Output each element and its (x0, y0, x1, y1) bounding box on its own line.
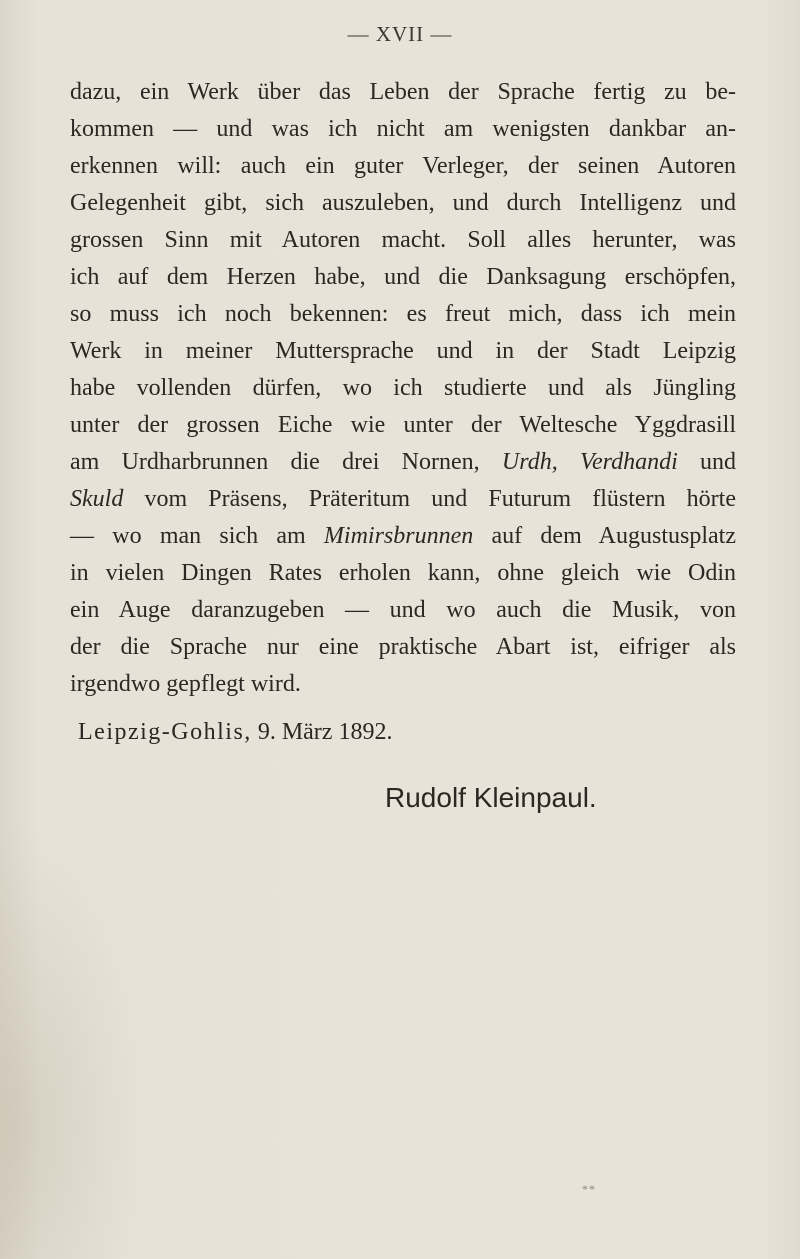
text-line: ein Auge daranzugeben — und wo auch die Musik, von (70, 597, 736, 623)
text-line: habe vollenden dürfen, wo ich studierte und als Jüngling (70, 375, 736, 401)
body-text (70, 74, 736, 751)
text-line: grossen Sinn mit Autoren macht. Soll alles herunter, was (70, 227, 736, 253)
text-line: kommen — und was ich nicht am wenigsten dankbar an- (70, 116, 736, 142)
text-segment: und (700, 449, 737, 475)
text-line: dazu, ein Werk über das Leben der Sprache fertig zu be- (70, 79, 736, 105)
text-line: ich auf dem Herzen habe, und die Danksagung erschöpfen, (70, 264, 736, 290)
text-line-skuld (70, 481, 736, 518)
place: Leipzig-Gohlis, (78, 719, 252, 745)
text-line: der die Sprache nur eine praktische Abart ist, eifriger als (70, 634, 736, 660)
signature-mark: ** (582, 1182, 596, 1196)
paper-stain (0, 820, 150, 1259)
italic-term-verdhandi: Verdhandi (579, 449, 678, 475)
text-segment: am Urdharbrunnen die drei Nornen, (70, 449, 480, 475)
text-line: so muss ich noch bekennen: es freut mich, dass ich mein (70, 301, 736, 327)
text-line: unter der grossen Eiche wie unter der Weltesche Yggdrasill (70, 412, 736, 438)
text-line: in vielen Dingen Rates erholen kann, ohne gleich wie Odin (70, 560, 736, 586)
italic-term-urdh: Urdh, (501, 449, 558, 475)
text-segment: — wo man sich am (70, 523, 306, 549)
running-head: — XVII — (347, 22, 453, 46)
italic-term-mimirsbrunnen: Mimirsbrunnen (323, 523, 474, 549)
text-line-last: irgendwo gepflegt wird. (70, 671, 301, 697)
dateline (70, 714, 736, 751)
italic-term-skuld: Skuld (70, 486, 124, 512)
date: 9. März 1892. (257, 719, 393, 745)
text-line-mimirsbrunnen (70, 518, 736, 555)
text-line: Werk in meiner Muttersprache und in der Stadt Leipzig (70, 338, 736, 364)
text-line: erkennen will: auch ein guter Verleger, der seinen Autoren (70, 153, 736, 179)
author-signature: Rudolf Kleinpaul. (385, 782, 597, 813)
text-segment: auf dem Augustusplatz (491, 523, 737, 549)
text-segment: vom Präsens, Präteritum und Futurum flüstern hörte (144, 486, 736, 512)
text-line: Gelegenheit gibt, sich auszuleben, und durch Intelligenz und (70, 190, 736, 216)
text-line-nornen (70, 444, 736, 481)
